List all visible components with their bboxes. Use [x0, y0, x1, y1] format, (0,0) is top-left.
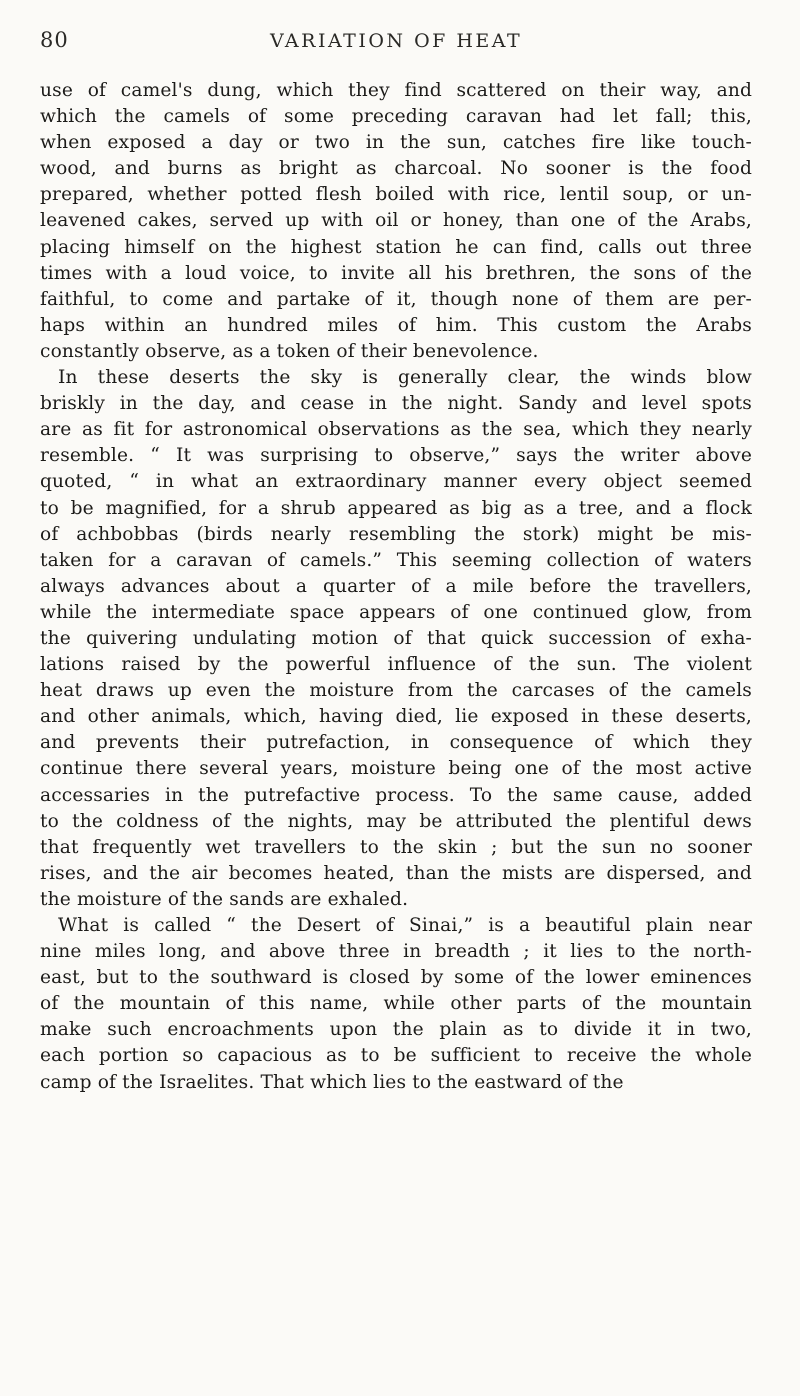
text-line: always advances about a quarter of a mile before the travellers, — [40, 575, 752, 597]
text-line: use of camel's dung, which they find scattered on their way, and — [40, 80, 752, 101]
text-line: which the camels of some preceding caravan had let fall; this, — [40, 106, 752, 128]
text-line: make such encroachments upon the plain as to divide it in two, — [40, 1019, 752, 1041]
text-line: and prevents their putrefaction, in consequence of which they — [40, 732, 752, 754]
body-text — [40, 78, 752, 1096]
paragraph — [40, 78, 752, 365]
text-line: that frequently wet travellers to the skin ; but the sun no sooner — [40, 836, 752, 858]
text-line: east, but to the southward is closed by some of the lower eminences — [40, 967, 752, 989]
text-line: are as fit for astronomical observations as the sea, which they nearly — [40, 419, 752, 441]
text-line: heat draws up even the moisture from the carcases of the camels — [40, 680, 752, 702]
text-line: wood, and burns as bright as charcoal. No sooner is the food — [40, 158, 752, 180]
text-line: and other animals, which, having died, lie exposed in these deserts, — [40, 706, 752, 728]
text-line: to be magnified, for a shrub appeared as big as a tree, and a flock — [40, 497, 752, 519]
page-number: 80 — [40, 28, 69, 52]
text-line: rises, and the air becomes heated, than the mists are dispersed, and — [40, 862, 752, 884]
text-line: the moisture of the sands are exhaled. — [40, 888, 409, 910]
text-line: leavened cakes, served up with oil or honey, than one of the Arabs, — [40, 210, 752, 232]
text-line: the quivering undulating motion of that quick succession of exha- — [40, 627, 752, 649]
text-line: quoted, “ in what an extraordinary manner every object seemed — [40, 471, 752, 493]
text-line: constantly observe, as a token of their benevolence. — [40, 340, 539, 362]
paragraph — [40, 365, 752, 913]
text-line: to the coldness of the nights, may be attributed the plentiful dews — [40, 810, 752, 832]
text-line: haps within an hundred miles of him. This custom the Arabs — [40, 314, 752, 336]
text-line: lations raised by the powerful influence of the sun. The violent — [40, 654, 752, 676]
text-line: times with a loud voice, to invite all his brethren, the sons of the — [40, 262, 752, 284]
text-line: accessaries in the putrefactive process. To the same cause, added — [40, 784, 752, 806]
text-line: continue there several years, moisture being one of the most active — [40, 758, 752, 780]
running-title: VARIATION OF HEAT — [270, 30, 523, 52]
text-line: faithful, to come and partake of it, though none of them are per- — [40, 288, 752, 310]
text-line: prepared, whether potted flesh boiled with rice, lentil soup, or un- — [40, 184, 752, 206]
text-line: resemble. “ It was surprising to observe,” says the writer above — [40, 445, 752, 467]
text-line: briskly in the day, and cease in the night. Sandy and level spots — [40, 393, 752, 415]
text-line: nine miles long, and above three in breadth ; it lies to the north- — [40, 941, 752, 963]
text-line: In these deserts the sky is generally clear, the winds blow — [58, 367, 752, 389]
paragraph — [40, 913, 752, 1096]
text-line: taken for a caravan of camels.” This seeming collection of waters — [40, 549, 752, 571]
text-line: What is called “ the Desert of Sinai,” is a beautiful plain near — [58, 915, 752, 936]
text-line: placing himself on the highest station he can find, calls out three — [40, 236, 752, 258]
text-line: each portion so capacious as to be sufficient to receive the whole — [40, 1045, 752, 1067]
text-line: camp of the Israelites. That which lies to the eastward of the — [40, 1071, 624, 1093]
text-line: while the intermediate space appears of one continued glow, from — [40, 601, 752, 623]
running-head — [40, 28, 744, 58]
text-line: of achbobbas (birds nearly resembling the stork) might be mis- — [40, 523, 752, 545]
text-line: of the mountain of this name, while other parts of the mountain — [40, 993, 752, 1015]
text-line: when exposed a day or two in the sun, catches fire like touch- — [40, 132, 752, 154]
